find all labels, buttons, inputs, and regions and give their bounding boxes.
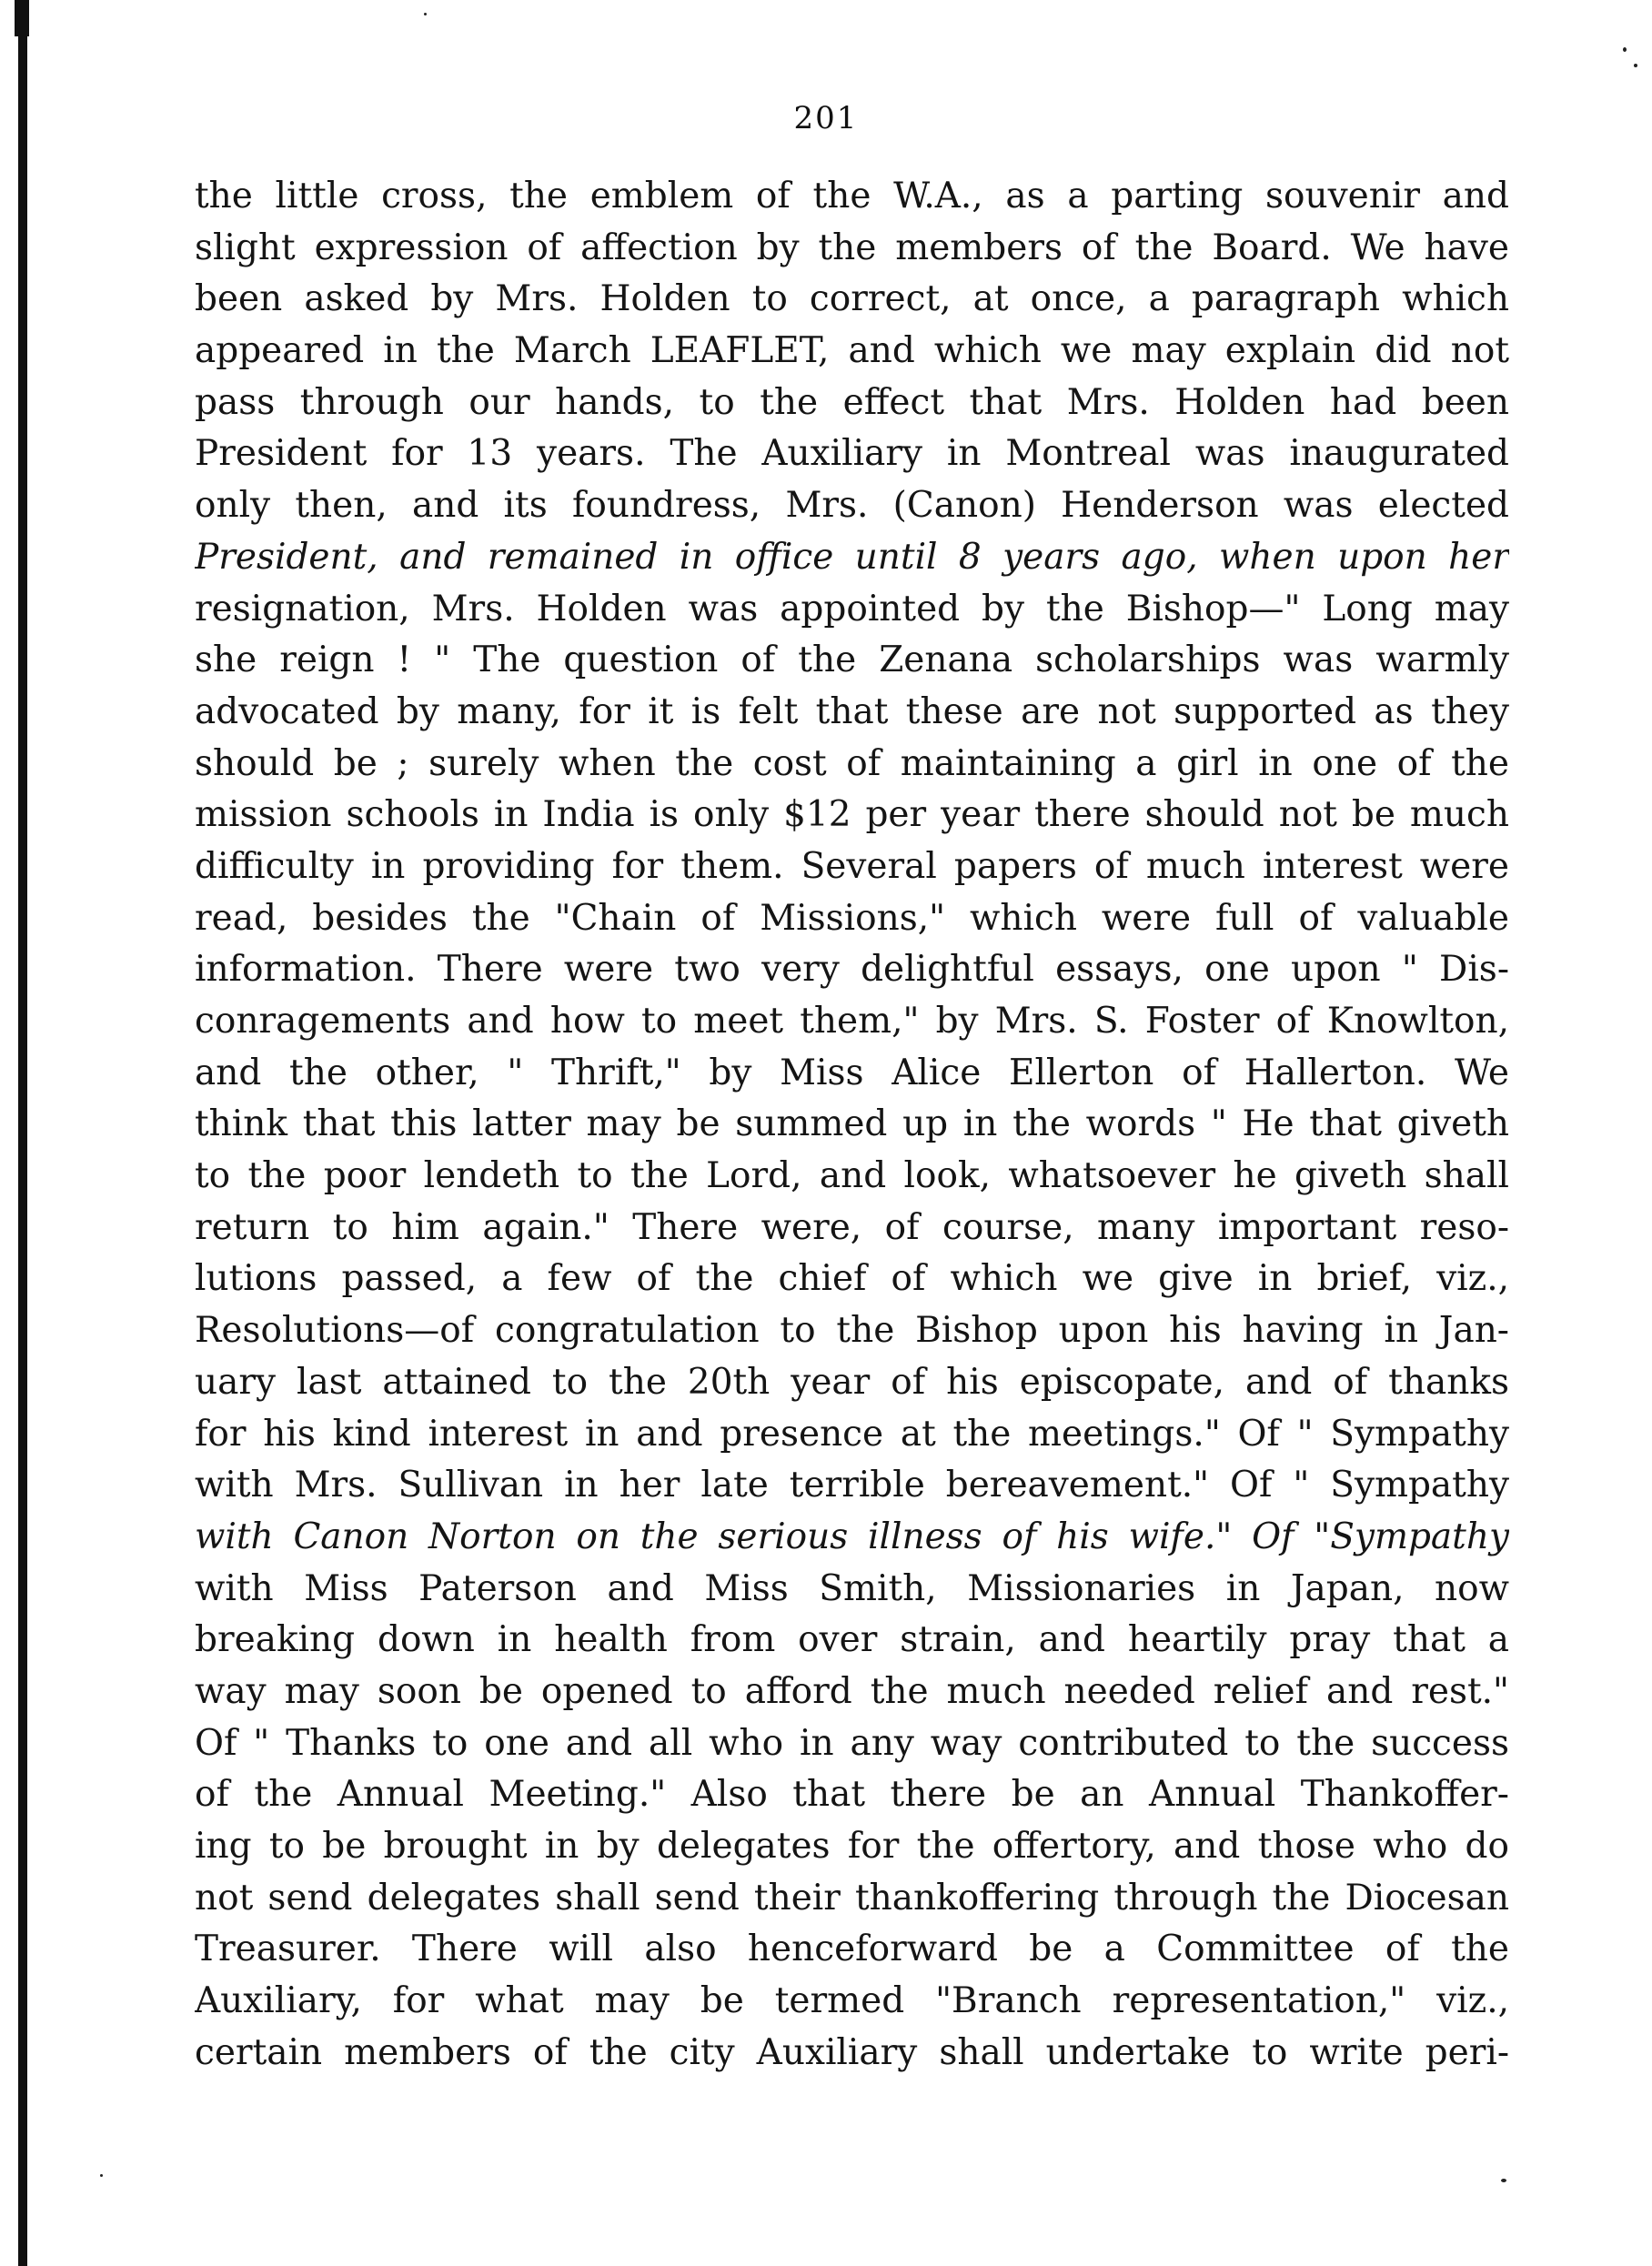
text-line: conragements and how to meet them," by Mrs. S. Foster of Knowlton, — [195, 1001, 1509, 1042]
text-line: mission schools in India is only $12 per year there should not be much — [195, 794, 1509, 836]
speck-mark — [1623, 47, 1627, 52]
text-line: Resolutions—of congratulation to the Bishop upon his having in Jan- — [195, 1310, 1509, 1352]
text-line: should be ; surely when the cost of maintaining a girl in one of the — [195, 742, 1509, 784]
text-line: think that this latter may be summed up in the words " He that giveth — [195, 1103, 1509, 1145]
text-line: to the poor lendeth to the Lord, and look, whatsoever he giveth shall — [195, 1155, 1509, 1197]
text-line: President for 13 years. The Auxiliary in Montreal was inaugurated — [195, 433, 1509, 475]
text-line: she reign ! " The question of the Zenana scholarships was warmly — [195, 640, 1509, 681]
text-line: with Canon Norton on the serious illness of his wife." Of "Sympathy — [195, 1516, 1509, 1557]
text-line: the little cross, the emblem of the W.A., as a parting souvenir and — [195, 176, 1509, 217]
text-line: only then, and its foundress, Mrs. (Canon) Henderson was elected — [195, 485, 1509, 527]
text-line: return to him again." There were, of course, many important reso- — [195, 1206, 1509, 1248]
text-line: President, and remained in office until 8 years ago, when upon her — [195, 536, 1509, 578]
speck-mark — [100, 2174, 103, 2177]
text-line: been asked by Mrs. Holden to correct, at once, a paragraph which — [195, 278, 1509, 320]
text-line: pass through our hands, to the effect that Mrs. Holden had been — [195, 381, 1509, 423]
text-line: Auxiliary, for what may be termed "Branch representation," viz., — [195, 1980, 1509, 2022]
text-line: lutions passed, a few of the chief of which we give in brief, viz., — [195, 1258, 1509, 1300]
text-line: and the other, " Thrift," by Miss Alice Ellerton of Hallerton. We — [195, 1052, 1509, 1093]
text-line: ing to be brought in by delegates for the offertory, and those who do — [195, 1826, 1509, 1867]
text-line: Of " Thanks to one and all who in any way contributed to the success — [195, 1722, 1509, 1764]
text-line: read, besides the "Chain of Missions," which were full of valuable — [195, 897, 1509, 939]
text-line: breaking down in health from over strain, and heartily pray that a — [195, 1619, 1509, 1661]
text-line: certain members of the city Auxiliary shall undertake to write peri- — [195, 2031, 1509, 2073]
text-line: resignation, Mrs. Holden was appointed by the Bishop—" Long may — [195, 588, 1509, 629]
text-line: appeared in the March LEAFLET, and which we may explain did not — [195, 330, 1509, 372]
left-margin-binding-edge — [18, 0, 27, 2266]
text-line: with Mrs. Sullivan in her late terrible bereavement." Of " Sympathy — [195, 1465, 1509, 1506]
speck-mark — [1634, 64, 1637, 67]
text-line: advocated by many, for it is felt that these are not supported as they — [195, 690, 1509, 732]
text-line: not send delegates shall send their thankoffering through the Diocesan — [195, 1877, 1509, 1919]
text-line: with Miss Paterson and Miss Smith, Missionaries in Japan, now — [195, 1567, 1509, 1609]
text-line: for his kind interest in and presence at the meetings." Of " Sympathy — [195, 1413, 1509, 1455]
text-line: slight expression of affection by the members of the Board. We have — [195, 227, 1509, 268]
text-line: way may soon be opened to afford the much needed relief and rest." — [195, 1670, 1509, 1712]
speck-mark — [424, 13, 427, 15]
text-line: information. There were two very delightful essays, one upon " Dis- — [195, 949, 1509, 991]
body-text — [195, 171, 1509, 2079]
speck-mark — [1501, 2179, 1506, 2182]
text-line: uary last attained to the 20th year of his episcopate, and of thanks — [195, 1361, 1509, 1403]
left-margin-binding-top — [15, 0, 29, 36]
text-line: Treasurer. There will also henceforward be a Committee of the — [195, 1929, 1509, 1970]
page-number: 201 — [793, 100, 859, 136]
text-line: of the Annual Meeting." Also that there be an Annual Thankoffer- — [195, 1774, 1509, 1816]
text-line: difficulty in providing for them. Several papers of much interest were — [195, 845, 1509, 887]
